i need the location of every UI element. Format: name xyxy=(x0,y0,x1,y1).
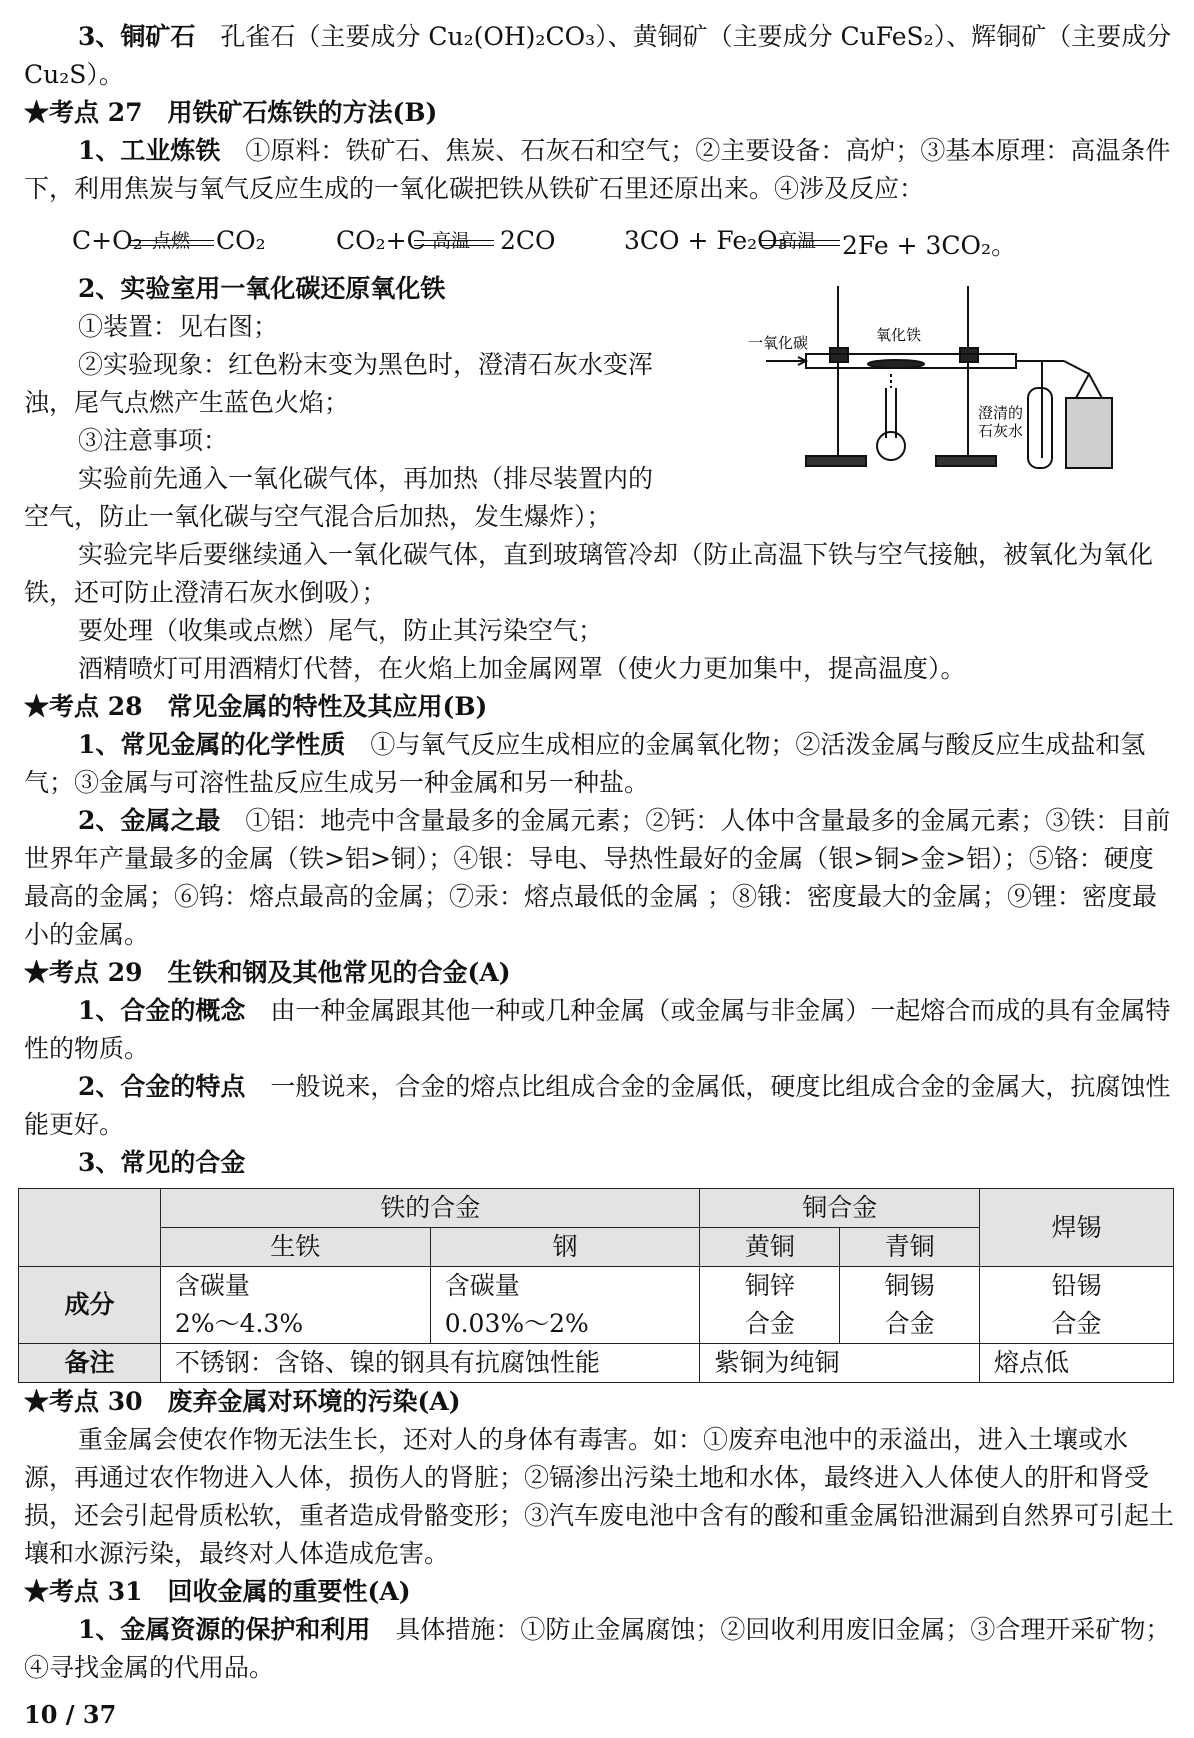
page-number: 10 / 37 xyxy=(24,1700,117,1729)
cell-pig-iron: 含碳量 2%～4.3% xyxy=(160,1267,430,1344)
k27-l4: 实验前先通入一氧化碳气体，再加热（排尽装置内的空气，防止一氧化碳与空气混合后加热，发生爆炸）； xyxy=(24,464,654,531)
k29-s1-text: 由一种金属跟其他一种或几种金属（或金属与非金属）一起熔合而成的具有金属特性的物质。 xyxy=(24,996,1171,1063)
k29-heading: ★考点 29 生铁和钢及其他常见的合金(A) xyxy=(24,958,511,987)
eq2-right: 2CO xyxy=(500,226,556,255)
k27-s1-text: ①原料：铁矿石、焦炭、石灰石和空气；②主要设备：高炉；③基本原理：高温条件下，利用焦炭与氧气反应生成的一氧化碳把铁从铁矿石里还原出来。④涉及反应： xyxy=(24,136,1171,203)
eq3-right: 2Fe + 3CO₂。 xyxy=(842,231,1017,260)
cell-bronze: 铜锡 合金 xyxy=(840,1267,980,1344)
alloy-table xyxy=(18,1188,1174,1383)
th-solder: 焊锡 xyxy=(980,1189,1174,1267)
th-pig-iron: 生铁 xyxy=(160,1228,430,1267)
eq3-double-line xyxy=(760,240,840,246)
intro-text: 孔雀石（主要成分 Cu₂(OH)₂CO₃）、黄铜矿（主要成分 CuFeS₂）、辉铜矿（主要成分 Cu₂S）。 xyxy=(24,22,1172,89)
k31-s1 xyxy=(24,1611,1174,1687)
cell-note-solder: 熔点低 xyxy=(980,1344,1174,1383)
th-brass: 黄铜 xyxy=(700,1228,840,1267)
cell-note-iron: 不锈钢：含铬、镍的钢具有抗腐蚀性能 xyxy=(160,1344,700,1383)
k27-l1: ①装置：见右图； xyxy=(78,312,279,341)
fig-label-lime-1: 澄清的 xyxy=(978,404,1024,422)
cell-note-copper: 紫铜为纯铜 xyxy=(700,1344,980,1383)
k27-l3: ③注意事项： xyxy=(78,426,229,455)
eq1-condition: 点燃 xyxy=(152,230,191,252)
fig-label-lime-2: 石灰水 xyxy=(978,422,1024,440)
th-steel: 钢 xyxy=(430,1228,700,1267)
k29-s1 xyxy=(24,992,1174,1068)
k27-l6: 要处理（收集或点燃）尾气，防止其污染空气； xyxy=(78,616,604,645)
fig-label-fe2o3: 氧化铁 xyxy=(876,326,922,344)
row-notes: 备注 xyxy=(19,1344,161,1383)
intro-label: 3、铜矿石 xyxy=(78,22,196,51)
eq1-right: CO₂ xyxy=(216,226,266,255)
k27-l7: 酒精喷灯可用酒精灯代替，在火焰上加金属网罩（使火力更加集中，提高温度）。 xyxy=(78,654,966,683)
k28-s1-label: 1、常见金属的化学性质 xyxy=(78,730,346,759)
k31-s1-text: 具体措施：①防止金属腐蚀；②回收利用废旧金属；③合理开采矿物；④寻找金属的代用品。 xyxy=(24,1615,1171,1682)
k27-s1-label: 1、工业炼铁 xyxy=(78,136,221,165)
table-corner xyxy=(19,1189,161,1267)
k27-l2: ②实验现象：红色粉末变为黑色时，澄清石灰水变浑浊，尾气点燃产生蓝色火焰； xyxy=(24,350,654,417)
k30-heading: ★考点 30 废弃金属对环境的污染(A) xyxy=(24,1387,461,1416)
k27-s2-label: 2、实验室用一氧化碳还原氧化铁 xyxy=(78,274,446,303)
k28-s1 xyxy=(24,726,1174,802)
eq2-double-line xyxy=(414,240,494,246)
k29-s1-label: 1、合金的概念 xyxy=(78,996,246,1025)
k28-heading: ★考点 28 常见金属的特性及其应用(B) xyxy=(24,692,488,721)
eq1-left: C+O₂ xyxy=(72,226,143,255)
eq2-condition: 高温 xyxy=(432,230,471,252)
k28-s2 xyxy=(24,802,1174,954)
k27-heading: ★考点 27 用铁矿石炼铁的方法(B) xyxy=(24,98,438,127)
eq1-double-line xyxy=(130,240,214,246)
document-page xyxy=(24,18,1174,1687)
th-iron-alloy: 铁的合金 xyxy=(160,1189,700,1228)
k28-s2-text: ①铝：地壳中含量最多的金属元素；②钙：人体中含量最多的金属元素；③铁：目前世界年产量最多的金属（铁>铝>铜）；④银：导电、导热性最好的金属（银>铜>金>铝）；⑤铬：硬度最高的金属；⑥钨：熔点最高的金属；⑦汞：熔点最低的金属 ；⑧锇：密度最大的金属；⑨锂：密度最小的金属。 xyxy=(24,806,1171,949)
cell-brass: 铜锌 合金 xyxy=(700,1267,840,1344)
k28-s1-text: ①与氧气反应生成相应的金属氧化物；②活泼金属与酸反应生成盐和氢气；③金属与可溶性盐反应生成另一种金属和另一种盐。 xyxy=(24,730,1146,797)
eq2-left: CO₂+C xyxy=(336,226,426,255)
k29-s3-label: 3、常见的合金 xyxy=(78,1148,246,1177)
eq3-left: 3CO + Fe₂O₃ xyxy=(624,226,788,255)
cell-steel: 含碳量 0.03%～2% xyxy=(430,1267,700,1344)
k27-l5: 实验完毕后要继续通入一氧化碳气体，直到玻璃管冷却（防止高温下铁与空气接触，被氧化为氧化铁，还可防止澄清石灰水倒吸）； xyxy=(24,540,1154,607)
th-bronze: 青铜 xyxy=(840,1228,980,1267)
equations-row xyxy=(24,208,1174,270)
apparatus-figure xyxy=(746,278,1158,492)
k31-heading: ★考点 31 回收金属的重要性(A) xyxy=(24,1577,411,1606)
row-composition: 成分 xyxy=(19,1267,161,1344)
table-row xyxy=(19,1267,1174,1344)
table-row xyxy=(19,1344,1174,1383)
k31-s1-label: 1、金属资源的保护和利用 xyxy=(78,1615,371,1644)
k29-s2 xyxy=(24,1068,1174,1144)
k30-text: 重金属会使农作物无法生长，还对人的身体有毒害。如：①废弃电池中的汞溢出，进入土壤或水源，再通过农作物进入人体，损伤人的肾脏；②镉渗出污染土地和水体，最终进入人体使人的肝和肾受损，还会引起骨质松软，重者造成骨骼变形；③汽车废电池中含有的酸和重金属铅泄漏到自然界可引起土壤和水源污染，最终对人体造成危害。 xyxy=(24,1425,1175,1568)
cell-solder: 铅锡 合金 xyxy=(980,1267,1174,1344)
experiment-block xyxy=(24,270,1174,536)
k28-s2-label: 2、金属之最 xyxy=(78,806,221,835)
fig-label-co: 一氧化碳 xyxy=(748,334,809,352)
eq3-condition: 高温 xyxy=(778,230,817,252)
k29-s2-label: 2、合金的特点 xyxy=(78,1072,246,1101)
intro-paragraph xyxy=(24,18,1174,94)
th-copper-alloy: 铜合金 xyxy=(700,1189,980,1228)
k29-s2-text: 一般说来，合金的熔点比组成合金的金属低，硬度比组成合金的金属大，抗腐蚀性能更好。 xyxy=(24,1072,1171,1139)
k27-s1 xyxy=(24,132,1174,208)
